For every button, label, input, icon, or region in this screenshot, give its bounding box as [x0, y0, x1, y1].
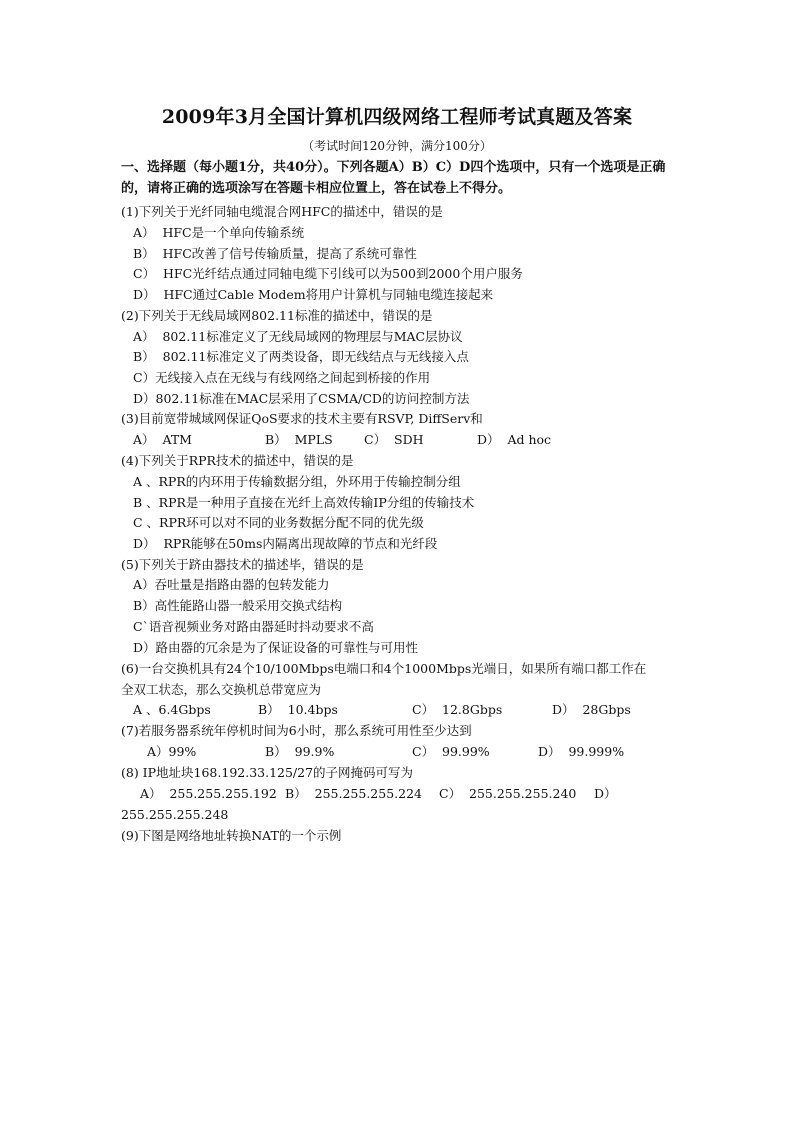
question-3-option-d: D） Ad hoc: [477, 432, 552, 447]
question-5-option-a: A）吞吐量是指路由器的包转发能力: [133, 577, 330, 592]
page-title: 2009年3月全国计算机四级网络工程师考试真题及答案: [161, 106, 633, 128]
question-7-option-c: C） 99.99%: [412, 744, 490, 759]
question-2-option-a: A） 802.11标准定义了无线局域网的物理层与MAC层协议: [133, 329, 463, 344]
question-7-option-a: A）99%: [147, 744, 197, 759]
exam-time-note: （考试时间120分钟，满分100分）: [302, 139, 492, 153]
question-1-option-b: B） HFC改善了信号传输质量，提高了系统可靠性: [133, 246, 417, 261]
question-7-option-d: D） 99.999%: [538, 744, 625, 759]
question-4-option-d: D） RPR能够在50ms内隔离出现故障的节点和光纤段: [133, 536, 438, 551]
question-7-stem: (7)若服务器系统年停机时间为6小时，那么系统可用性至少达到: [121, 723, 472, 738]
question-1-option-c: C） HFC光纤结点通过同轴电缆下引线可以为500到2000个用户服务: [133, 266, 523, 281]
question-1-option-d: D） HFC通过Cable Modem将用户计算机与同轴电缆连接起来: [133, 287, 494, 302]
question-3-option-c: C） SDH: [364, 432, 424, 447]
question-4-option-c: C 、RPR环可以对不同的业务数据分配不同的优先级: [133, 515, 424, 530]
question-5-option-c: C`语音视频业务对路由器延时抖动要求不高: [133, 619, 374, 634]
question-8-stem: (8) IP地址块168.192.33.125/27的子网掩码可写为: [121, 765, 414, 780]
question-1-stem: (1)下列关于光纤同轴电缆混合网HFC的描述中，错误的是: [121, 204, 443, 219]
question-6-stem-line-2: 全双工状态，那么交换机总带宽应为: [121, 682, 322, 697]
question-2-option-b: B） 802.11标准定义了两类设备，即无线结点与无线接入点: [133, 349, 469, 364]
question-3-option-a: A） ATM: [133, 432, 192, 447]
question-8-option-d: D）: [594, 786, 617, 801]
question-2-option-d: D）802.11标准在MAC层采用了CSMA/CD的访问控制方法: [133, 391, 470, 406]
question-5-stem: (5)下列关于跻由器技术的描述毕，错误的是: [121, 557, 364, 572]
question-8-option-c: C） 255.255.255.240: [439, 786, 577, 801]
question-3-stem: (3)目前宽带城域网保证QoS要求的技术主要有RSVP, DiffServ和: [121, 411, 483, 426]
question-2-stem: (2)下列关于无线局域网802.11标准的描述中，错误的是: [121, 308, 433, 323]
question-8-option-a: A） 255.255.255.192: [140, 786, 277, 801]
question-5-option-b: B）高性能路山器一般采用交换式结构: [133, 598, 343, 613]
question-6-option-a: A 、6.4Gbps: [133, 702, 211, 717]
question-6-option-c: C） 12.8Gbps: [412, 702, 503, 717]
section-heading: 一、选择题（每小题1分，共40分）。下列各题A）B）C）D四个选项中，只有一个选项是正确的，请将正确的选项涂写在答题卡相应位置上，答在试卷上不得分。: [121, 160, 666, 196]
question-6-stem-line-1: (6)一台交换机具有24个10/100Mbps电端口和4个1000Mbps光端日，如果所有端口都工作在: [121, 661, 647, 676]
question-6-option-d: D） 28Gbps: [552, 702, 631, 717]
question-5-option-d: D）路由器的冗余是为了保证设备的可靠性与可用性: [133, 640, 419, 655]
question-4-option-b: B 、RPR是一种用子直接在光纤上高效传输IP分组的传输技术: [133, 495, 475, 510]
question-7-option-b: B） 99.9%: [265, 744, 335, 759]
question-1-option-a: A） HFC是一个单向传输系统: [133, 225, 305, 240]
question-4-option-a: A 、RPR的内环用于传输数据分组，外环用于传输控制分组: [133, 474, 461, 489]
question-3-option-b: B） MPLS: [265, 432, 333, 447]
question-9-stem: (9)下图是网络地址转换NAT的一个示例: [121, 828, 342, 843]
question-8-option-d-value: 255.255.255.248: [121, 807, 229, 822]
question-4-stem: (4)下列关于RPR技术的描述中，错误的是: [121, 453, 354, 468]
question-6-option-b: B） 10.4bps: [258, 702, 338, 717]
question-2-option-c: C）无线接入点在无线与有线网络之间起到桥接的作用: [133, 370, 431, 385]
question-8-option-b: B） 255.255.255.224: [285, 786, 422, 801]
